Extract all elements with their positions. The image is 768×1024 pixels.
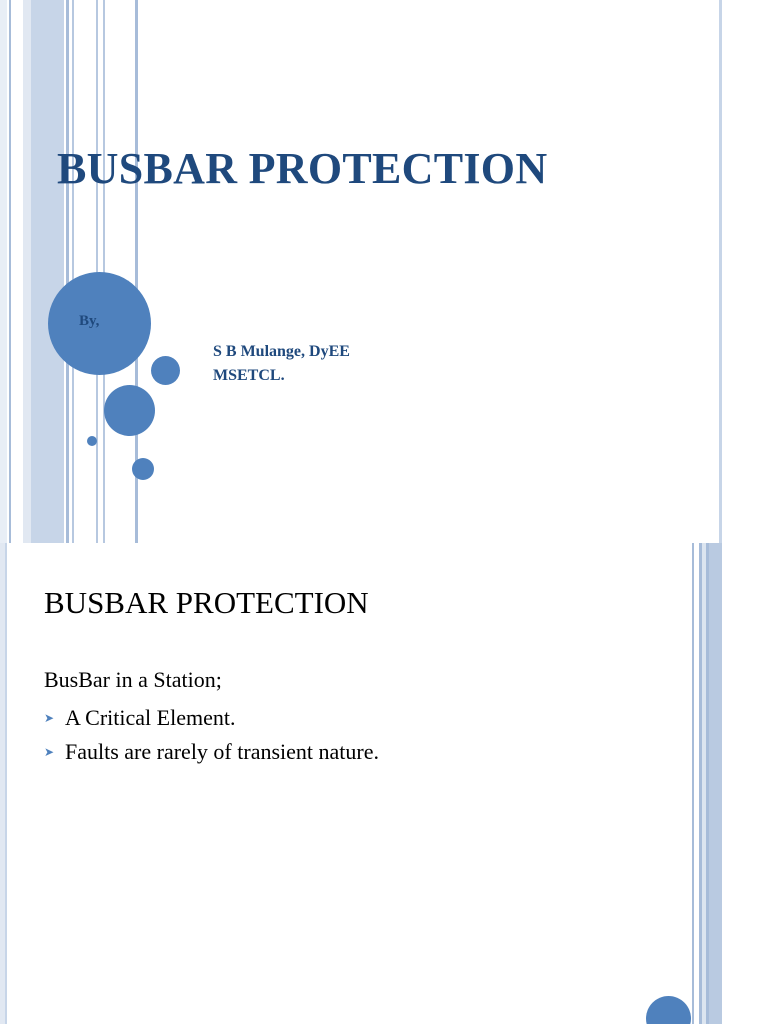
arrowhead-bullet-icon: ➤: [44, 711, 55, 725]
arrowhead-bullet-icon: ➤: [44, 745, 55, 759]
decorative-stripe: [5, 543, 7, 1024]
large-circle-decoration: [48, 272, 151, 375]
slide-title: BUSBAR PROTECTION: [44, 585, 369, 620]
decorative-stripe: [9, 0, 11, 543]
bullet-text: Faults are rarely of transient nature.: [65, 739, 379, 764]
by-label: By,: [79, 313, 100, 329]
author-organization: MSETCL.: [213, 367, 285, 384]
small-circle-decoration: [151, 356, 180, 385]
corner-circle-decoration: [646, 996, 691, 1024]
slide-title: BUSBAR PROTECTION: [57, 144, 548, 193]
list-item: [44, 701, 379, 735]
intro-text: BusBar in a Station;: [44, 667, 222, 692]
decorative-stripe: [23, 0, 31, 543]
small-circle-decoration: [132, 458, 154, 480]
decorative-stripe: [709, 543, 722, 1024]
bullet-text: A Critical Element.: [65, 705, 236, 730]
author-name: S B Mulange, DyEE: [213, 343, 350, 360]
page-margin: [722, 0, 768, 543]
medium-circle-decoration: [104, 385, 155, 436]
decorative-stripe: [31, 0, 64, 543]
decorative-stripe: [72, 0, 74, 543]
decorative-stripe: [692, 543, 694, 1024]
bullet-list: [44, 701, 379, 769]
tiny-circle-decoration: [87, 436, 97, 446]
list-item: [44, 735, 379, 769]
page-margin: [722, 543, 768, 1024]
author-block: [213, 340, 350, 388]
content-slide: [0, 543, 768, 1024]
decorative-stripe: [0, 0, 7, 543]
decorative-stripe: [66, 0, 69, 543]
